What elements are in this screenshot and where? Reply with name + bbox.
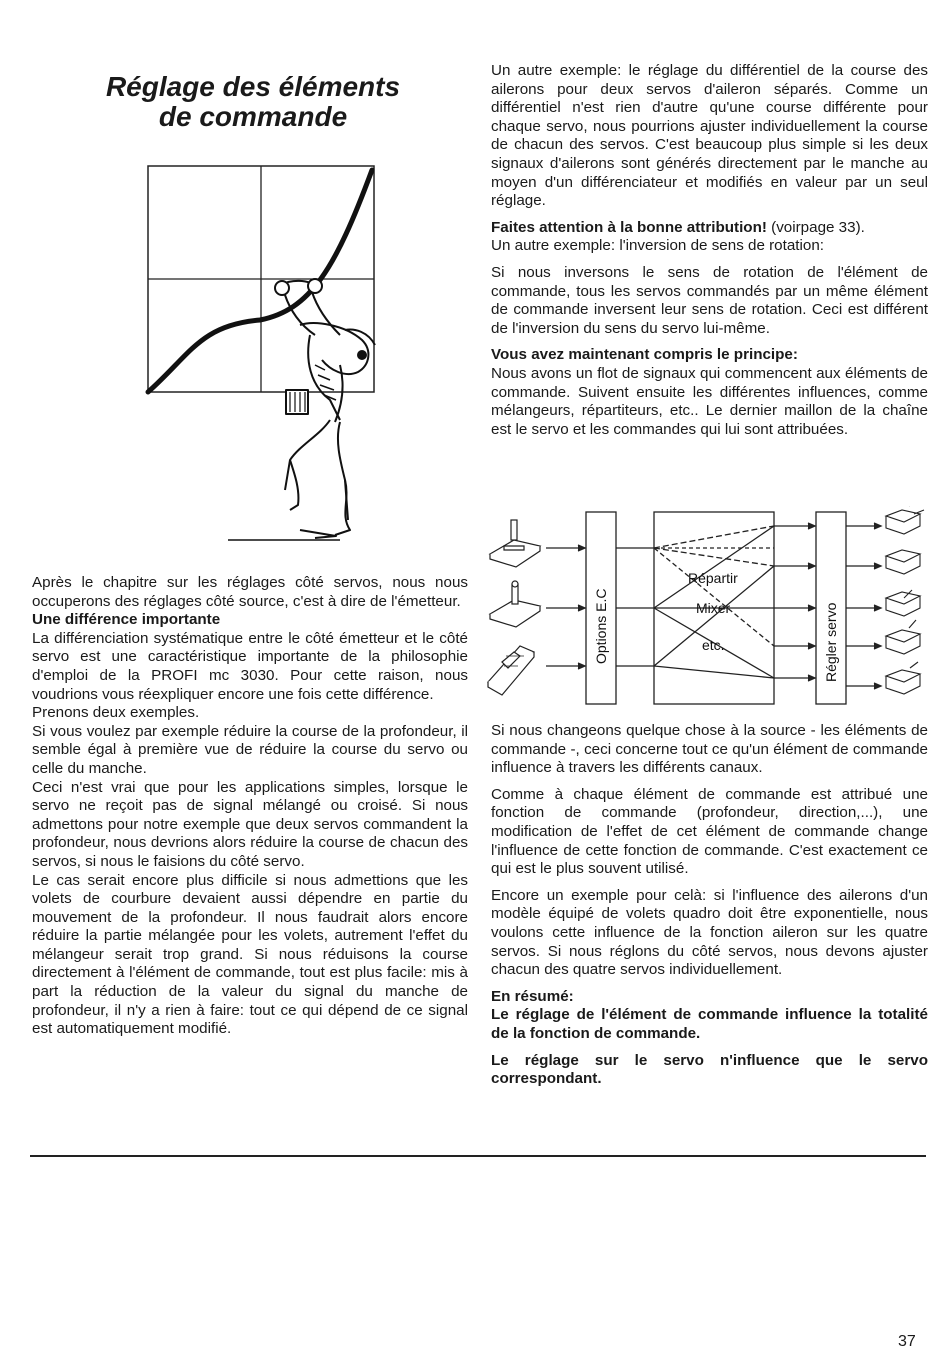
principle-heading: Vous avez maintenant compris le principe: (491, 346, 798, 364)
footer-divider (30, 1155, 926, 1157)
right-paragraph: Si nous inversons le sens de rotation de l'élément de commande, tous les servos commandés par un même élément de commande inversent leur sens de rotation. Ceci est différent de l'inversion du sens du servo lui-même. (491, 263, 928, 337)
stick-icon (490, 581, 540, 627)
summary-line-2: Le réglage sur le servo n'influence que le servo correspondant. (491, 1051, 928, 1088)
attention-line (491, 219, 928, 238)
right-paragraph: Un autre exemple: l'inversion de sens de rotation: (491, 237, 824, 255)
left-paragraph: Si vous voulez par exemple réduire la course de la profondeur, il semble égal à première vue de réduire la course du servo ou celle du manche. (32, 722, 468, 777)
servo-icon (886, 550, 920, 574)
slider-icon (488, 646, 534, 695)
attention-bold: Faites attention à la bonne attribution! (491, 218, 767, 236)
right-column-top (491, 62, 928, 439)
mixer-label: Mixer (696, 600, 731, 616)
summary-line-1: Le réglage de l'élément de commande influence la totalité de la fonction de commande. (491, 1006, 928, 1042)
cartoon-illustration (140, 160, 380, 560)
right-column-bottom (491, 722, 928, 1097)
options-ec-label: Options E.C (593, 588, 609, 664)
right-paragraph: Nous avons un flot de signaux qui commencent aux éléments de commande. Suivent ensuite les différentes influences, comme mélangeurs, répartiteurs, etc.. Le dernier maillon de la chaîne est le servo et les commandes qui lui sont attribuées. (491, 364, 928, 438)
right-paragraph: Un autre exemple: le réglage du différentiel de la course des ailerons pour deux servos d'aileron séparés. Comme un différentiel n'est rien d'autre qu'une course différente pour chaque servo, nous pourrions ajuster individuellement la course de chacun des servos. C'est beaucoup plus simple si les deux signaux d'ailerons sont générés directement par le manche au moyen d'un différenciateur et modifiés en valeur par un seul réglage. (491, 62, 928, 210)
summary-heading: En résumé: (491, 987, 574, 1005)
left-paragraph: Ceci n'est vrai que pour les applications simples, lorsque le servo ne reçoit pas de signal mélangé ou croisé. Si nous admettons pour notre exemple que deux servos commandent la profondeur, nous devrions alors réduire la course de chacun des servos, si nous le faisions du côté servo. (32, 778, 468, 870)
servo-icon (886, 662, 920, 694)
left-paragraph: Le cas serait encore plus difficile si nous admettions que les volets de courbure devaient aussi dépendre en partie du mouvement de la profondeur. Il nous faudrait alors encore réduire la partie mélangée pour les volets, autrement l'effet du mélangeur serait trop grand. Si nous réduisons la course directement à l'élément de commande, tout est plus facile: mis à part la réduction de la valeur du signal du manche de profondeur, il n'y a rien à faire: tout ce qui dépend de ce signal est automatiquement modifié. (32, 871, 468, 1038)
climbing-figure (228, 279, 375, 540)
title-line-1: Réglage des éléments (105, 71, 401, 102)
repartir-label: Répartir (688, 570, 738, 586)
right-paragraph: Si nous changeons quelque chose à la source - les éléments de commande -, ceci concerne tout ce qu'un élément de commande influence à travers les différents canaux. (491, 722, 928, 777)
title-line-2: de commande (158, 101, 348, 132)
servo-icon (886, 620, 920, 654)
page-number: 37 (898, 1333, 916, 1350)
right-paragraph: Comme à chaque élément de commande est attribué une fonction de commande (profondeur, direction,...), une modification de l'effet de cet élément de commande change l'influence de cette fonction de commande. C'est exactement ce qui est le plus souvent utilisé. (491, 785, 928, 878)
servo-icon (886, 506, 924, 534)
regler-servo-label: Régler servo (823, 602, 839, 682)
page-title (78, 72, 428, 132)
left-column (32, 574, 468, 1039)
attention-rest: (voirpage 33). (766, 218, 865, 236)
signal-flow-diagram (484, 506, 934, 711)
stick-icon (490, 520, 540, 567)
servo-icon (886, 590, 920, 616)
left-paragraph: La différenciation systématique entre le côté émetteur et le côté servo est une caractéristique importante de la philosophie d'emploi de la PROFI mc 3030. Pour cette raison, nous voudrions vous réexpliquer encore une fois cette différence. (32, 629, 468, 703)
etc-label: etc. (702, 637, 725, 653)
left-paragraph: Prenons deux exemples. (32, 704, 200, 722)
right-paragraph: Encore un exemple pour celà: si l'influence des ailerons d'un modèle équipé de volets quadro doit être exponentielle, nous voulons cette influence de la fonction aileron sur les quatre servos. Si nous réglons du côté servos, nous devons ajuster chacun des quatre servos individuellement. (491, 886, 928, 979)
left-heading: Une différence importante (32, 611, 221, 629)
left-intro: Après le chapitre sur les réglages côté servos, nous nous occuperons des réglages côté source, c'est à dire de l'émetteur. (32, 574, 468, 610)
